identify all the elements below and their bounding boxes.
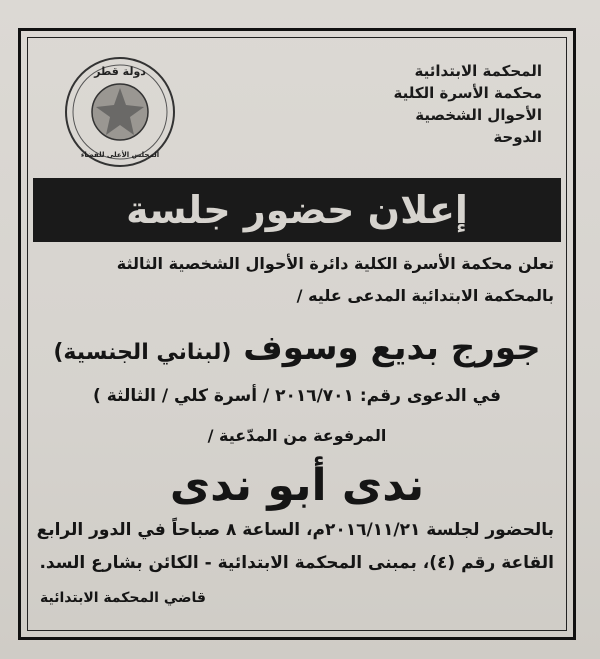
defendant-row [40, 328, 554, 368]
location-line: القاعة رقم (٤)، بمبنى المحكمة الابتدائية - الكائن بشارع السد. [39, 553, 554, 573]
court-seal-icon [60, 55, 180, 170]
court-family: محكمة الأسرة الكلية [393, 84, 542, 102]
court-department: الأحوال الشخصية [415, 106, 542, 124]
seal-bottom-text: المجلس الأعلى للقضاء [80, 151, 160, 159]
notice-line-1: تعلن محكمة الأسرة الكلية دائرة الأحوال الشخصية الثالثة [116, 254, 554, 273]
defendant-nationality: (لبناني الجنسية) [53, 340, 232, 365]
court-city: الدوحة [493, 128, 542, 146]
defendant-name: جورج بديع وسوف [243, 328, 541, 368]
court-header [282, 60, 542, 148]
notice-line-2: بالمحكمة الابتدائية المدعى عليه / [296, 286, 554, 305]
seal-top-text: دولة قطر [94, 65, 146, 78]
plaintiff-name: ندى أبو ندى [169, 460, 425, 511]
signature-line: قاضي المحكمة الابتدائية [40, 590, 206, 606]
notice-title: إعلان حضور جلسة [126, 188, 468, 232]
court-primary: المحكمة الابتدائية [414, 62, 542, 80]
filed-by-line: المرفوعة من المدّعية / [207, 426, 387, 445]
case-number-line: في الدعوى رقم: ٢٠١٦/٧٠١ / أسرة كلي / الثالثة ) [93, 386, 501, 406]
session-line: بالحضور لجلسة ٢٠١٦/١١/٢١م، الساعة ٨ صباحاً في الدور الرابع [36, 520, 554, 540]
